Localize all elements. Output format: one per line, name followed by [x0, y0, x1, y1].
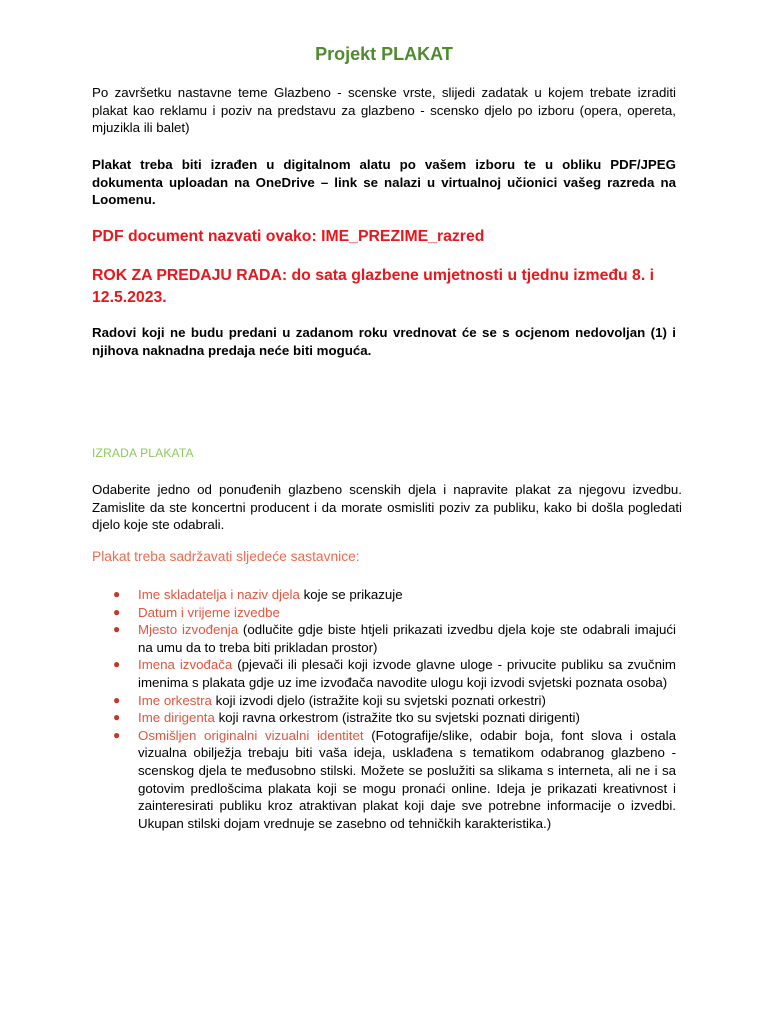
list-item — [92, 604, 676, 622]
list-item — [92, 621, 676, 656]
component-highlight: Datum i vrijeme izvedbe — [138, 604, 280, 620]
instruction-paragraph: Plakat treba biti izrađen u digitalnom alatu po vašem izboru te u obliku PDF/JPEG dokumenta uploadan na OneDrive – link se nalazi u virtualnoj učionici vašeg razreda na Loomenu. — [92, 157, 676, 208]
bullet-icon: ● — [113, 587, 121, 601]
component-text: koji izvodi djelo (istražite koji su svjetski poznati orkestri) — [211, 692, 546, 708]
component-text: (Fotografije/slike, odabir boja, font slova i ostala vizualna obilježja trebaju biti vaša ideja, usklađena s tematikom odabranog glazbeno - scenskog djela te međusobno stilski. Možete se poslužiti sa slikama s interneta, ali ne i sa gotovim predlošcima plakata koji se mogu pronaći online. Ideja je prikazati kreativnost i zainteresirati publiku kroz atraktivan plakat koji daje sve potrebne informacije o izvedbi. Ukupan stilski dojam vrednuje se zasebno od tehničkih karakteristika.) — [138, 727, 676, 831]
bullet-icon: ● — [113, 604, 121, 619]
bullet-icon: ● — [113, 657, 121, 672]
pdf-naming-rule: PDF document nazvati ovako: IME_PREZIME_razred — [92, 228, 485, 245]
bullet-icon: ● — [113, 692, 121, 707]
intro-paragraph: Po završetku nastavne teme Glazbeno - scenske vrste, slijedi zadatak u kojem trebate izraditi plakat kao reklamu i poziv na predstavu za glazbeno - scensko djelo po izboru (opera, opereta, mjuzikla ili balet) — [92, 85, 676, 136]
component-text: (pjevači ili plesači koji izvode glavne uloge - privucite publiku sa zvučnim imenima s plakata gdje uz ime izvođača navodite ulogu koji izvodi svjetski poznata osoba) — [138, 657, 676, 690]
component-highlight: Mjesto izvođenja — [138, 622, 239, 638]
component-highlight: Imena izvođača — [138, 657, 233, 673]
page-title: Projekt PLAKAT — [315, 44, 453, 64]
bullet-icon: ● — [113, 710, 121, 725]
component-text: (odlučite gdje biste htjeli prikazati izvedbu djela koje ste odabrali imajući na umu da to treba biti prikladan prostor) — [138, 622, 676, 655]
list-item — [92, 709, 676, 727]
component-text: koji ravna orkestrom (istražite tko su svjetski poznati dirigenti) — [214, 710, 580, 726]
component-highlight: Osmišljen originalni vizualni identitet — [138, 727, 364, 743]
bullet-icon: ● — [113, 727, 121, 742]
components-heading: Plakat treba sadržavati sljedeće sastavnice: — [92, 549, 360, 564]
deadline-notice: ROK ZA PREDAJU RADA: do sata glazbene umjetnosti u tjednu između 8. i 12.5.2023. — [92, 267, 655, 306]
component-highlight: Ime skladatelja i naziv djela — [138, 587, 300, 602]
component-text: koje se prikazuje — [299, 587, 403, 602]
section-intro: Odaberite jedno od ponuđenih glazbeno scenskih djela i napravite plakat za njegovu izvedbu. Zamislite da ste koncertni producent i da morate osmisliti poziv za publiku, kako bi došla pogledati djelo koje ste odabrali. — [92, 482, 682, 533]
component-highlight: Ime orkestra — [138, 692, 212, 708]
late-submission-notice: Radovi koji ne budu predani u zadanom roku vrednovat će se s ocjenom nedovoljan (1) i njihova naknadna predaja neće biti moguća. — [92, 325, 676, 358]
components-list — [92, 586, 676, 832]
bullet-icon: ● — [113, 622, 121, 637]
list-item — [92, 692, 676, 710]
section-heading: IZRADA PLAKATA — [92, 446, 194, 460]
list-item — [92, 727, 676, 833]
component-highlight: Ime dirigenta — [138, 710, 215, 726]
list-item — [92, 586, 676, 604]
list-item — [92, 656, 676, 691]
